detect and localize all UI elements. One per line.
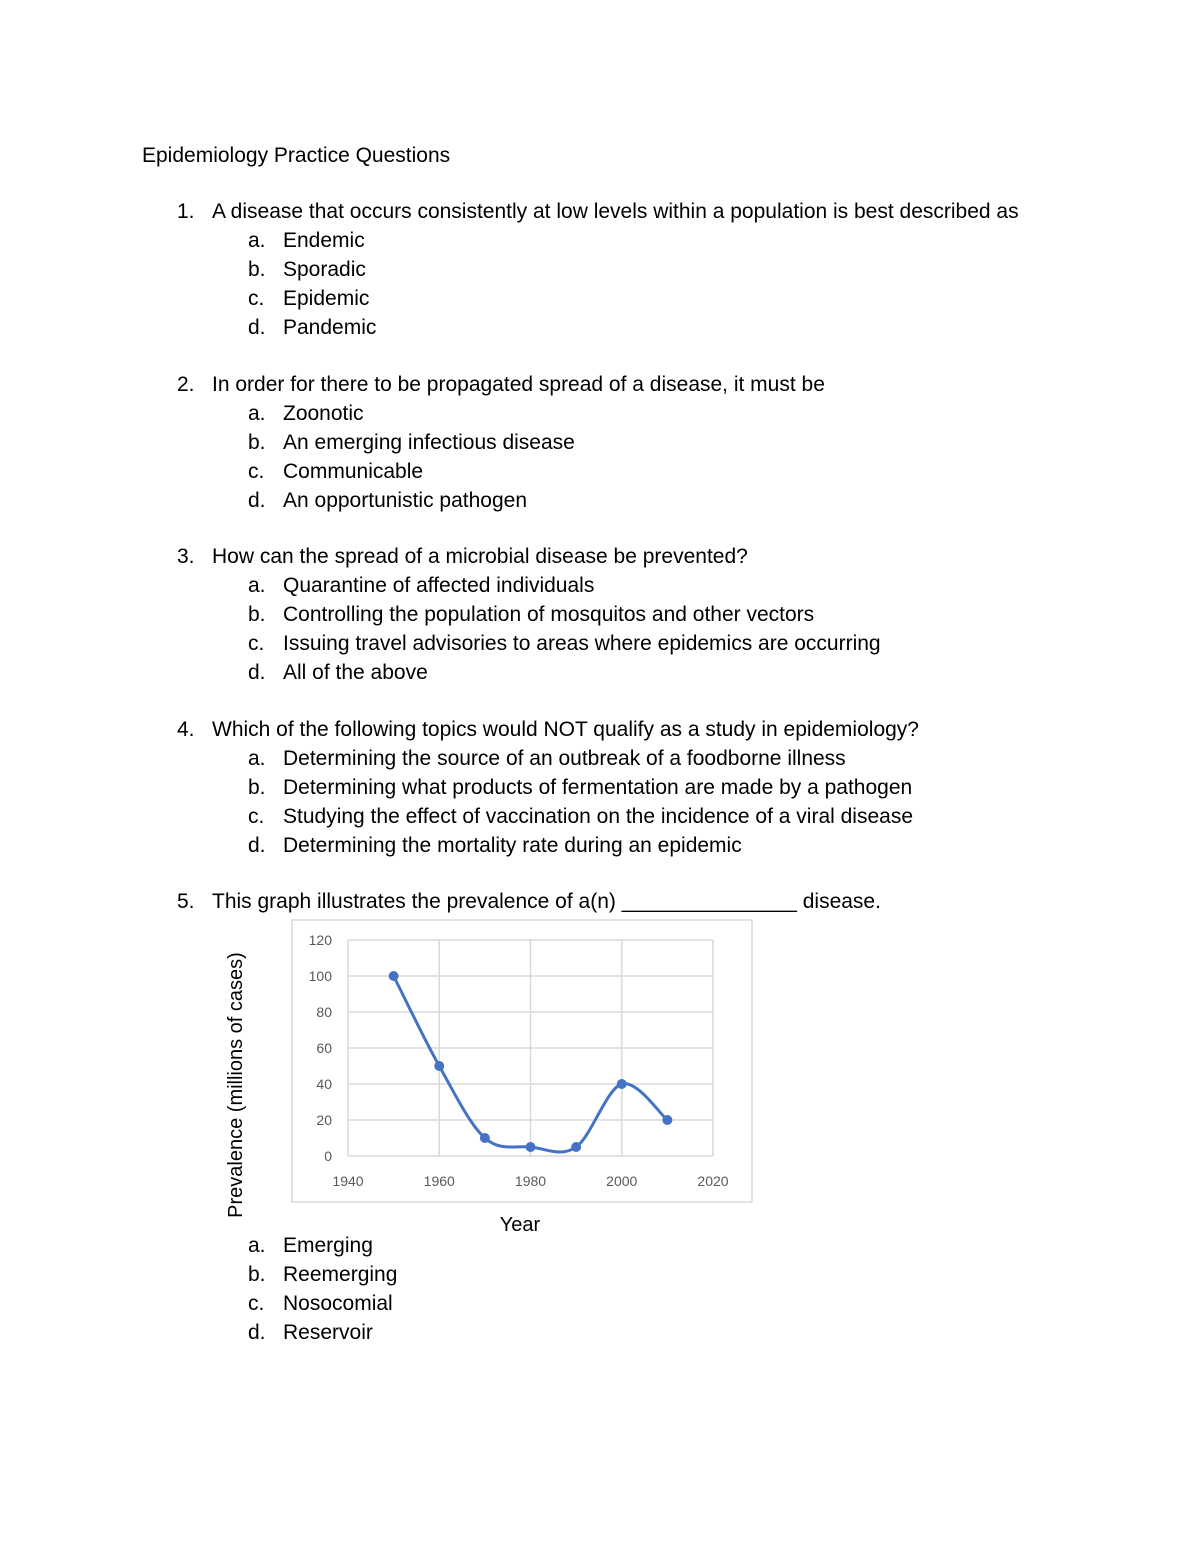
option-letter: c. <box>248 460 265 483</box>
option-letter: a. <box>248 747 266 770</box>
question-number: 5. <box>177 890 195 913</box>
x-tick-label: 2020 <box>697 1173 729 1189</box>
option-text: Quarantine of affected individuals <box>283 574 595 597</box>
option-text: Determining what products of fermentation are made by a pathogen <box>283 776 913 799</box>
option-text: Epidemic <box>283 287 370 310</box>
option-letter: c. <box>248 805 265 828</box>
x-tick-label: 1940 <box>332 1173 364 1189</box>
option-letter: a. <box>248 402 266 425</box>
option-letter: d. <box>248 661 266 684</box>
prevalence-chart <box>220 920 760 1240</box>
question-text: Which of the following topics would NOT qualify as a study in epidemiology? <box>212 718 919 741</box>
option-text: Pandemic <box>283 316 377 339</box>
question-text: A disease that occurs consistently at low levels within a population is best described as <box>212 200 1019 223</box>
y-axis-title: Prevalence (millions of cases) <box>225 952 247 1218</box>
question-text: In order for there to be propagated spread of a disease, it must be <box>212 373 825 396</box>
option-text: Reemerging <box>283 1263 398 1286</box>
question-text: This graph illustrates the prevalence of a(n) _______________ disease. <box>212 890 881 913</box>
option-letter: b. <box>248 431 266 454</box>
document-title: Epidemiology Practice Questions <box>142 144 451 167</box>
option-text: Issuing travel advisories to areas where epidemics are occurring <box>283 632 881 655</box>
option-letter: d. <box>248 1321 266 1344</box>
option-letter: c. <box>248 287 265 310</box>
option-letter: d. <box>248 489 266 512</box>
option-letter: b. <box>248 1263 266 1286</box>
x-tick-label: 1960 <box>423 1173 455 1189</box>
y-tick-label: 40 <box>316 1076 332 1092</box>
y-tick-label: 0 <box>324 1148 332 1164</box>
option-letter: b. <box>248 258 266 281</box>
option-text: Sporadic <box>283 258 366 281</box>
question-number: 2. <box>177 373 195 396</box>
data-point <box>526 1142 536 1152</box>
option-text: Endemic <box>283 229 365 252</box>
option-text: All of the above <box>283 661 428 684</box>
option-text: Communicable <box>283 460 424 483</box>
y-tick-label: 120 <box>308 932 332 948</box>
y-tick-label: 80 <box>316 1004 332 1020</box>
x-axis-title: Year <box>499 1214 541 1236</box>
data-point <box>434 1061 444 1071</box>
data-point <box>480 1133 490 1143</box>
chart-svg <box>220 920 760 1240</box>
option-text: An opportunistic pathogen <box>283 489 528 512</box>
question-text: How can the spread of a microbial disease be prevented? <box>212 545 748 568</box>
question-number: 4. <box>177 718 195 741</box>
data-point <box>662 1115 672 1125</box>
data-point <box>571 1142 581 1152</box>
option-letter: a. <box>248 1234 266 1257</box>
option-text: Reservoir <box>283 1321 373 1344</box>
data-point <box>389 971 399 981</box>
option-letter: b. <box>248 776 266 799</box>
option-text: Emerging <box>283 1234 373 1257</box>
option-letter: c. <box>248 632 265 655</box>
option-letter: a. <box>248 574 266 597</box>
option-letter: b. <box>248 603 266 626</box>
data-point <box>617 1079 627 1089</box>
x-tick-label: 1980 <box>514 1173 547 1189</box>
question-number: 1. <box>177 200 195 223</box>
question-number: 3. <box>177 545 195 568</box>
x-tick-label: 2000 <box>606 1173 638 1189</box>
option-letter: d. <box>248 834 266 857</box>
option-text: Determining the source of an outbreak of a foodborne illness <box>283 747 846 770</box>
chart-frame <box>292 920 752 1202</box>
option-text: Controlling the population of mosquitos and other vectors <box>283 603 815 626</box>
option-letter: d. <box>248 316 266 339</box>
y-tick-label: 100 <box>308 968 332 984</box>
option-letter: c. <box>248 1292 265 1315</box>
option-text: An emerging infectious disease <box>283 431 575 454</box>
option-text: Studying the effect of vaccination on the incidence of a viral disease <box>283 805 914 828</box>
option-text: Zoonotic <box>283 402 364 425</box>
y-tick-label: 20 <box>316 1112 332 1128</box>
option-text: Determining the mortality rate during an epidemic <box>283 834 742 857</box>
y-tick-label: 60 <box>316 1040 332 1056</box>
option-letter: a. <box>248 229 266 252</box>
option-text: Nosocomial <box>283 1292 393 1315</box>
